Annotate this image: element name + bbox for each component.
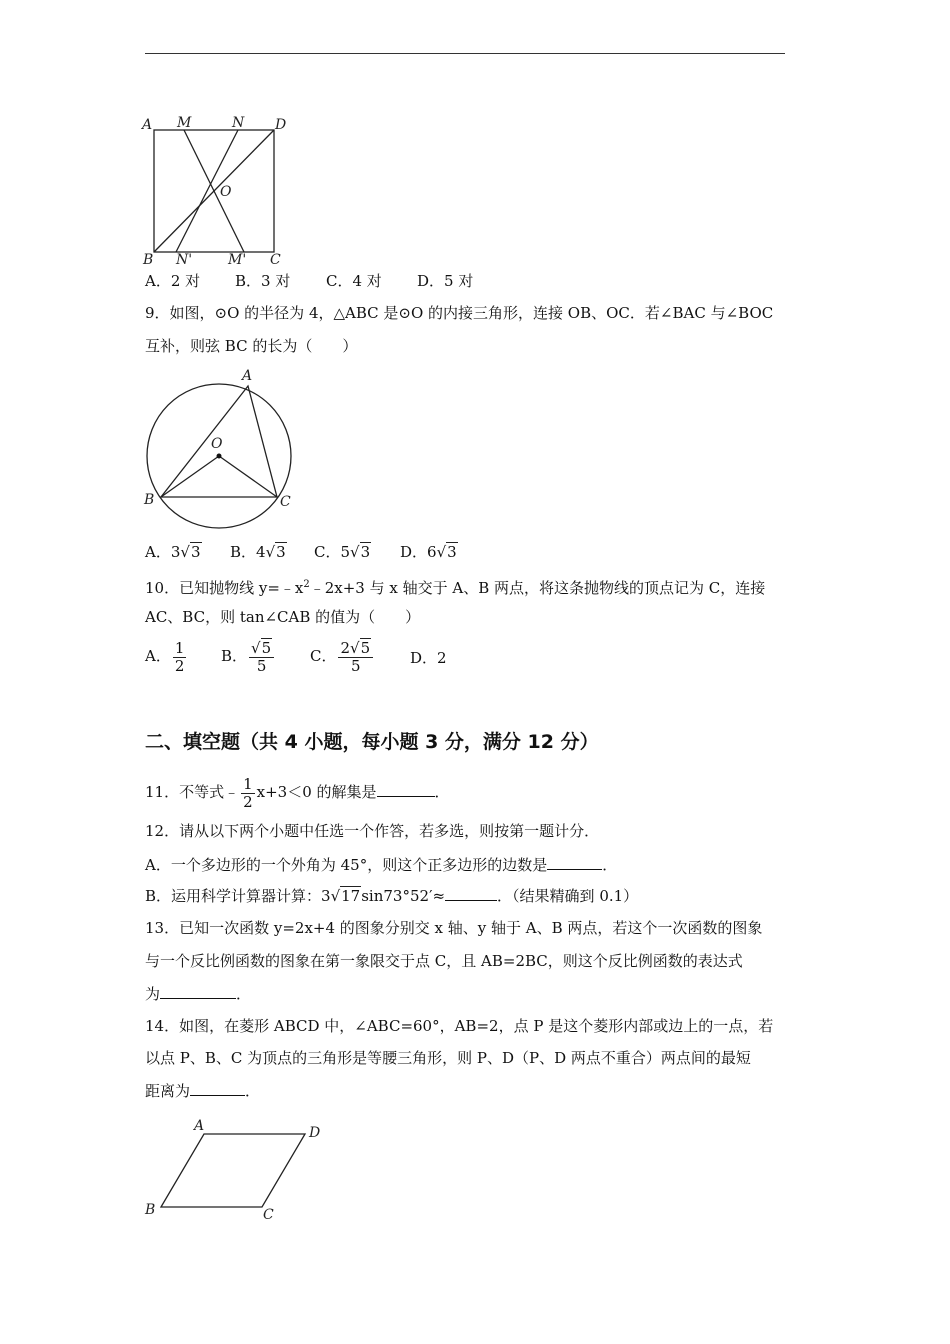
q12a-answer-blank[interactable] [547,855,602,870]
fig14-label-c: C [263,1207,274,1223]
q8-option-a: A．2 对 [145,272,201,290]
q9-figure [140,365,300,533]
q12-stem: 12．请从以下两个小题中任选一个作答，若多选，则按第一题计分． [145,822,600,840]
q9-option-d: D．6√3 [400,543,457,561]
q8-option-b: B．3 对 [235,272,291,290]
q14-stem-line3: 距离为 ． [145,1082,261,1100]
q12-part-a: A．一个多边形的一个外角为 45°，则这个正多边形的边数是 ． [145,856,618,874]
q10-option-b: B． $\frac{√5}{5}$ [221,636,276,676]
header-rule [145,53,785,54]
fig8-label-n-prime: N' [176,252,193,268]
q8-option-d: D．5 对 [417,272,474,290]
q8-option-c: C．4 对 [326,272,382,290]
fig8-label-d: D [275,117,287,133]
q13-stem-line2: 与一个反比例函数的图象在第一象限交于点 C，且 AB=2BC，则这个反比例函数的表达式 [145,952,743,970]
fig8-label-b: B [143,252,154,268]
fig8-label-c: C [270,252,281,268]
fig14-label-b: B [145,1202,156,1218]
q10-stem-line1: 10．已知抛物线 $y=﹣x^2﹣2x+3$ 与 x 轴交于 A、B 两点，将这条抛物线的顶点记为 C，连接 [145,579,766,597]
q12-part-b: B．运用科学计算器计算：3√17sin73°52′≈ ．（结果精确到 0.1） [145,887,639,905]
q10-stem-line2: AC、BC，则 tan∠CAB 的值为（ ） [145,608,421,626]
fig9-label-o: O [211,436,223,452]
fig9-label-c: C [280,494,291,510]
q9-stem-line1: 9．如图，⊙O 的半径为 4，△ABC 是⊙O 的内接三角形，连接 OB、OC．若∠BAC 与∠BOC [145,304,774,322]
q14-stem-line2: 以点 P、B、C 为顶点的三角形是等腰三角形，则 P、D（P、D 两点不重合）两点间的最短 [145,1049,751,1067]
q9-stem-line2: 互补，则弦 BC 的长为（ ） [145,337,358,355]
section-2-heading: 二、填空题（共 4 小题，每小题 3 分，满分 12 分） [145,731,599,753]
fig8-label-m-prime: M' [228,252,247,268]
fig9-label-b: B [144,492,155,508]
q14-answer-blank[interactable] [190,1081,245,1096]
fig14-label-d: D [309,1125,321,1141]
q9-option-b: B．4√3 [230,543,286,561]
q8-figure [140,112,300,270]
q10-option-c: C． $\frac{2√5}{5}$ [310,636,375,676]
q12b-answer-blank[interactable] [445,886,497,901]
q10-option-d: D．2 [410,649,447,667]
fig8-label-a: A [142,117,153,133]
q14-figure [140,1112,340,1232]
q14-stem-line1: 14．如图，在菱形 ABCD 中，∠ABC=60°，AB=2，点 P 是这个菱形内部或边上的一点，若 [145,1017,774,1035]
q9-option-a: A．3√3 [145,543,201,561]
q11-answer-blank[interactable] [377,782,435,797]
fig14-label-a: A [194,1118,205,1134]
q13-answer-blank[interactable] [160,984,236,999]
fig8-label-n: N [232,115,245,131]
fig8-label-o: O [220,184,232,200]
q9-option-c: C．5√3 [314,543,371,561]
q13-stem-line1: 13．已知一次函数 y=2x+4 的图象分别交 x 轴、y 轴于 A、B 两点，若这个一次函数的图象 [145,919,763,937]
q10-option-a: A． $\frac{1}{2}$ [145,638,185,675]
q13-stem-line3: 为 ． [145,985,252,1003]
fig9-label-a: A [242,368,253,384]
q11-stem: 11．不等式﹣ $\frac{1}{2}$ x+3＜0 的解集是 ． [145,774,450,811]
fig8-label-m: M [177,115,192,131]
